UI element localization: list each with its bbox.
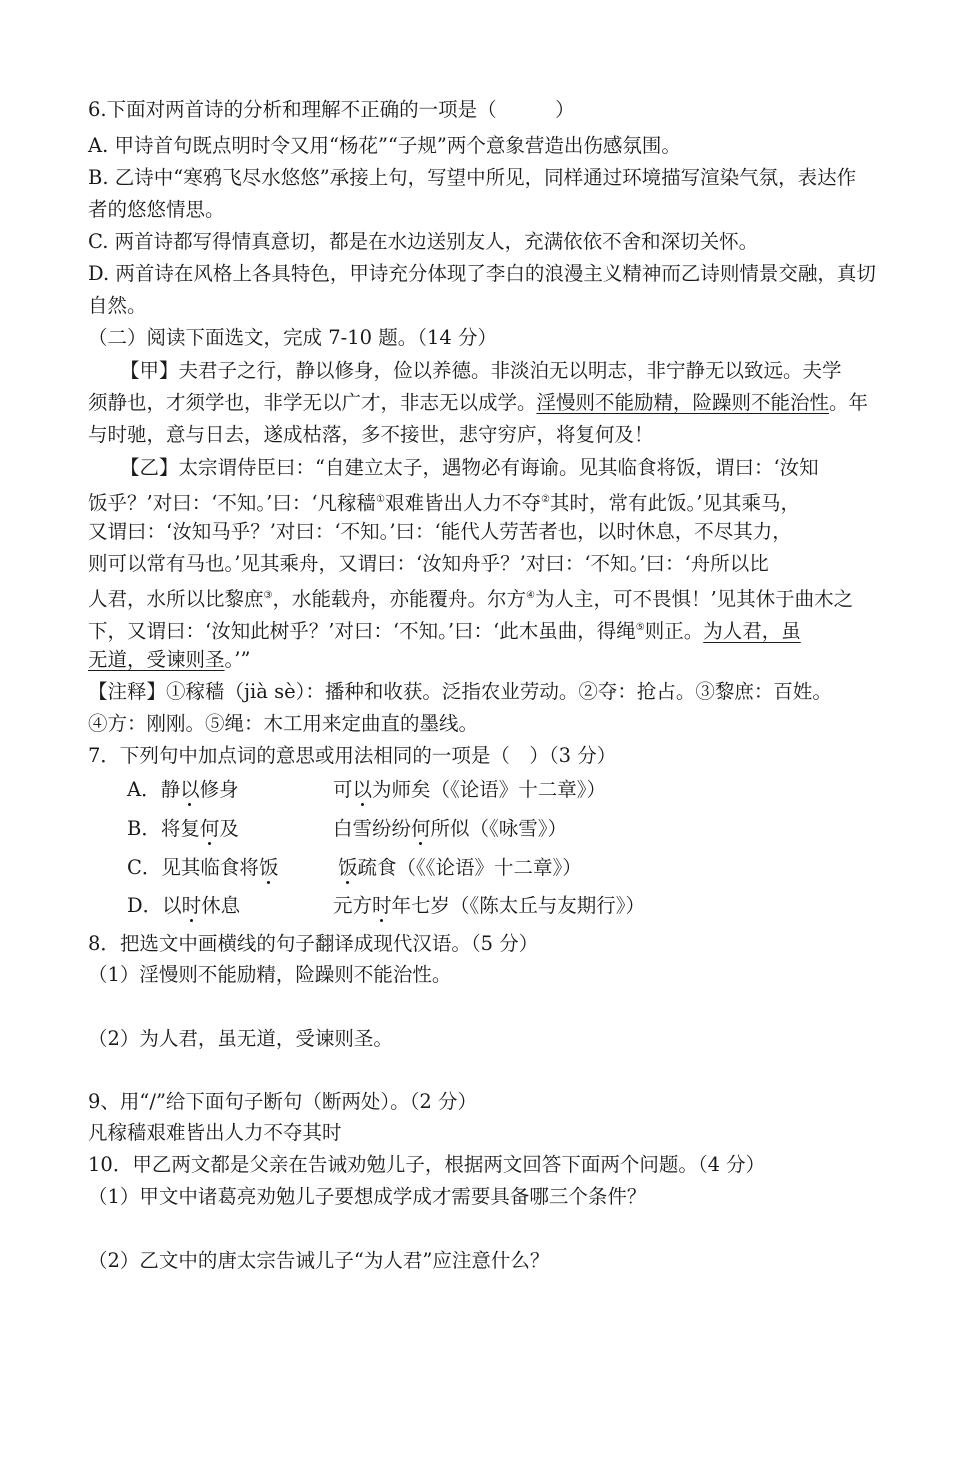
passage-yi-line5: 人君，水所以比黎庶③，水能载舟，亦能覆舟。尔方④为人主，可不畏惧！’见其休于曲木之 <box>88 587 854 611</box>
q7-option-c-right: 饭疏食（《《论语》十二章》） <box>338 856 582 879</box>
q6-option-d-line2: 自然。 <box>88 294 147 317</box>
passage-jia-line3: 与时驰，意与日去，遂成枯落，多不接世，悲守穷庐，将复何及！ <box>88 423 654 446</box>
passage-yi-line4: 则可以常有马也。’见其乘舟，又谓曰：‘汝知舟乎？’对曰：‘不知。’曰：‘舟所以比 <box>88 552 769 575</box>
footnote-marker: ④ <box>526 590 535 601</box>
emphasis-dot-char: 时 <box>372 894 392 917</box>
q7-stem: 7．下列句中加点词的意思或用法相同的一项是（ ）（3 分） <box>88 744 617 767</box>
emphasis-dot-char: 时 <box>181 894 202 917</box>
emphasis-dot-char: 饭 <box>258 856 279 879</box>
q10-sub2: （2）乙文中的唐太宗告诫儿子“为人君”应注意什么？ <box>88 1249 550 1272</box>
underlined-sentence-2-part2: 无道，受谏则圣 <box>88 648 225 671</box>
q6-option-c: C. 两首诗都写得情真意切，都是在水边送别友人，充满依依不舍和深切关怀。 <box>88 230 759 253</box>
q10-stem: 10．甲乙两文都是父亲在告诫劝勉儿子，根据两文回答下面两个问题。（4 分） <box>88 1153 766 1176</box>
q7-option-d-right: 元方时年七岁（《陈太丘与友期行》） <box>333 894 646 917</box>
q8-sub1: （1）淫慢则不能励精，险躁则不能治性。 <box>88 963 452 986</box>
footnote-marker: ① <box>376 494 386 505</box>
q7-option-b-left: B．将复何及 <box>127 817 239 840</box>
q8-sub2: （2）为人君，虽无道，受谏则圣。 <box>88 1027 393 1050</box>
q9-sentence: 凡稼穑艰难皆出人力不夺其时 <box>88 1121 342 1144</box>
passage-jia-line1: 【甲】夫君子之行，静以修身，俭以养德。非淡泊无以明志，非宁静无以致远。夫学 <box>120 359 842 382</box>
q7-option-a-left: A．静以修身 <box>127 778 239 801</box>
footnote-marker: ⑤ <box>635 622 645 633</box>
q7-option-a-right: 可以为师矣（《论语》十二章》） <box>333 778 607 801</box>
q6-option-b-line2: 者的悠悠情思。 <box>88 198 225 221</box>
emphasis-dot-char: 以 <box>352 778 373 801</box>
emphasis-dot-char: 以 <box>180 778 200 801</box>
underlined-sentence-1: 淫慢则不能励精，险躁则不能治性 <box>536 391 830 414</box>
q6-option-d-line1: D. 两首诗在风格上各具特色，甲诗充分体现了李白的浪漫主义精神而乙诗则情景交融，真切 <box>88 262 876 285</box>
underlined-sentence-2-part1: 为人君，虽 <box>703 619 801 643</box>
q10-sub1: （1）甲文中诸葛亮劝勉儿子要想成学成才需要具备哪三个条件？ <box>88 1185 647 1208</box>
emphasis-dot-char: 何 <box>411 817 431 840</box>
emphasis-dot-char: 何 <box>199 817 220 840</box>
passage-yi-line1: 【乙】太宗谓侍臣曰：“自建立太子，遇物必有诲谕。见其临食将饭，谓曰：‘汝知 <box>120 456 819 479</box>
emphasis-dot-char: 饭 <box>338 856 358 879</box>
passage-yi-line6: 下，又谓曰：‘汝知此树乎？’对曰：‘不知。’曰：‘此木虽曲，得绳⑤则正。为人君，虽 <box>88 619 801 643</box>
q9-stem: 9、用“/”给下面句子断句（断两处）。（2 分） <box>88 1090 478 1113</box>
section-heading: （二）阅读下面选文，完成 7-10 题。（14 分） <box>88 326 497 349</box>
q6-option-a: A. 甲诗首句既点明时令又用“杨花”“子规”两个意象营造出伤感氛围。 <box>88 134 681 157</box>
q6-option-b-line1: B. 乙诗中“寒鸦飞尽水悠悠”承接上句，写望中所见，同样通过环境描写渲染气氛，表达作 <box>88 166 857 189</box>
q7-option-b-right: 白雪纷纷何所似（《咏雪》） <box>333 817 568 840</box>
passage-yi-line7: 无道，受谏则圣。’” <box>88 648 251 671</box>
notes-line1: 【注释】①稼穑（jià sè）：播种和收获。泛指农业劳动。②夺：抢占。③黎庶：百姓。 <box>88 680 832 703</box>
q6-stem: 6.下面对两首诗的分析和理解不正确的一项是（ ） <box>88 98 575 121</box>
q7-option-d-left: D．以时休息 <box>127 894 241 917</box>
passage-yi-line3: 又谓曰：‘汝知马乎？’对曰：‘不知。’曰：‘能代人劳苦者也，以时休息，不尽其力， <box>88 520 792 543</box>
q8-stem: 8．把选文中画横线的句子翻译成现代汉语。（5 分） <box>88 932 539 955</box>
passage-yi-line2: 饭乎？’对曰：‘不知。’曰：‘凡稼穑①艰难皆出人力不夺②其时，常有此饭。’见其乘马， <box>88 491 800 515</box>
footnote-marker: ③ <box>263 590 273 601</box>
passage-jia-line2: 须静也，才须学也，非学无以广才，非志无以成学。淫慢则不能励精，险躁则不能治性。年 <box>88 391 869 414</box>
footnote-marker: ② <box>541 494 550 505</box>
q7-option-c-left: C．见其临食将饭 <box>127 856 279 879</box>
notes-line2: ④方：刚刚。⑤绳：木工用来定曲直的墨线。 <box>88 712 479 735</box>
